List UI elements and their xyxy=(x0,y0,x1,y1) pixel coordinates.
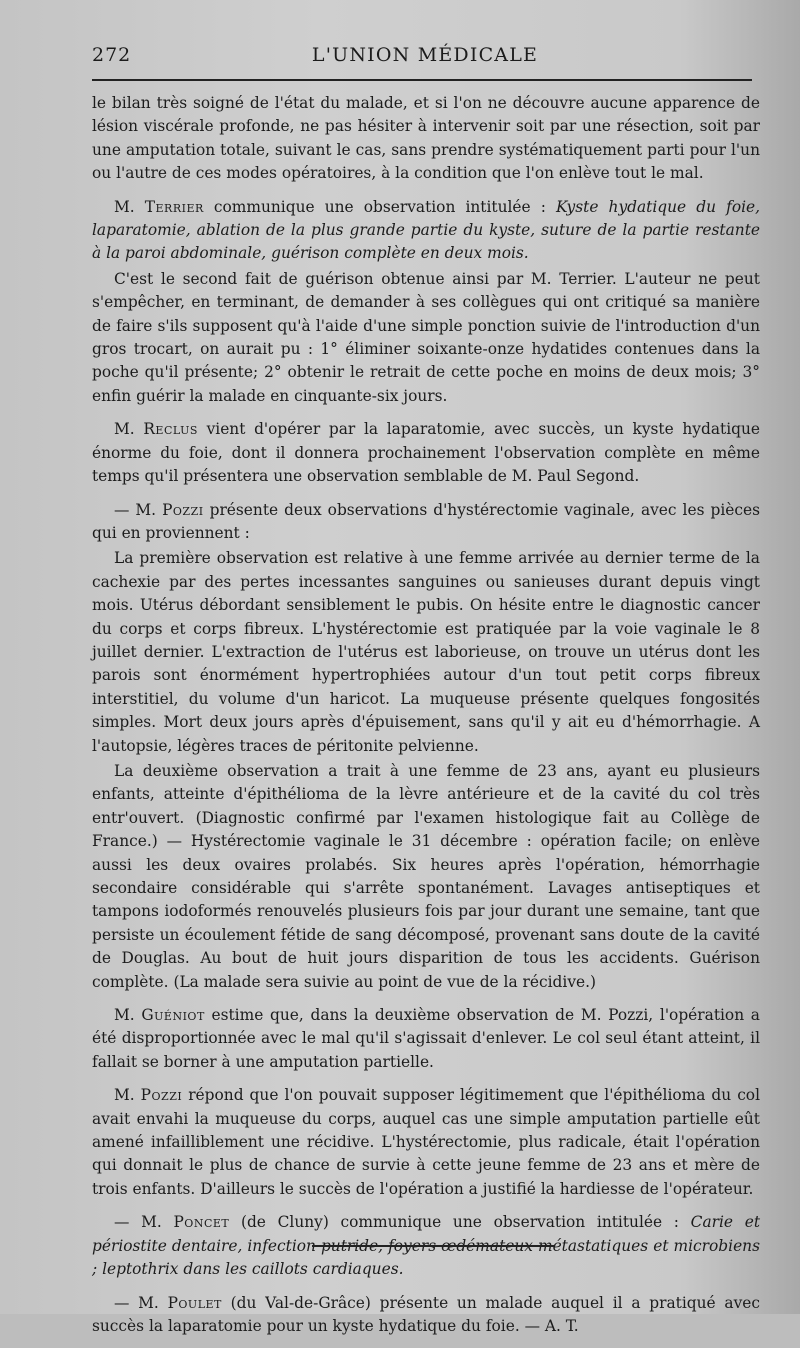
paragraph-text: (du Val-de-Grâce) présente un malade auquel il a pratiqué avec succès la laparatomie pour un kyste hydatique du foie. — A. T. xyxy=(92,1293,760,1335)
paragraph-text: La deuxième observation a trait à une femme de 23 ans, ayant eu plusieurs enfants, atteinte d'épithélioma de la lèvre antérieure et de la cavité du col très entr'ouvert. (Diagnostic confirmé par l'examen histologique fait au Collège de France.) — Hystérectomie vaginale le 31 décembre : opération facile; on enlève aussi les deux ovaires prolabés. Six heures après l'opération, hémorrhagie secondaire considérable qui s'arrête spontanément. Lavages antiseptiques et tampons iodoformés renouvelés plusieurs fois par jour durant une semaine, tant que persiste un écoulement fétide de sang décomposé, provenant sans doute de la cavité de Douglas. Au bout de huit jours disparition de tous les accidents. Guérison complète. (La malade sera suivie au point de vue de la récidive.) xyxy=(92,761,760,991)
paragraph-text: communique une observation intitulée : xyxy=(203,197,557,216)
paragraph-second-observation xyxy=(92,760,760,994)
journal-title: L'UNION MÉDICALE xyxy=(311,44,539,66)
paragraph-text: (de Cluny) communique une observation intitulée : xyxy=(229,1213,691,1232)
paragraph-text: La première observation est relative à une femme arrivée au dernier terme de la cachexie par des pertes incessantes sanguines ou sanieuses durant depuis vingt mois. Utérus débordant sensiblement le pubis. On hésite entre le diagnostic cancer du corps et corps fibreux. L'hystérectomie est pratiquée par la voie vaginale le 8 juillet dernier. L'extraction de l'utérus est laborieuse, on trouve un utérus dont les parois sont énormément hypertrophiées autour d'un tout petit corps fibreux interstitiel, du volume d'un haricot. La muqueuse présente quelques fongosités simples. Mort deux jours après d'épuisement, sans qu'il y ait eu d'hémorrhagie. A l'autopsie, légères traces de péritonite pelvienne. xyxy=(92,549,760,755)
speaker-name: Poncet xyxy=(173,1213,230,1232)
speaker-name: Pozzi xyxy=(162,500,204,519)
header-rule xyxy=(92,79,752,81)
paragraph-intro xyxy=(92,92,760,186)
article-body xyxy=(92,92,760,1348)
paragraph-text: vient d'opérer par la laparatomie, avec succès, un kyste hydatique énorme du foie, dont il donnera prochainement l'observation complète en même temps qu'il présentera une observation semblable de M. Paul Segond. xyxy=(92,420,761,486)
paragraph-text: le bilan très soigné de l'état du malade, et si l'on ne découvre aucune apparence de lésion viscérale profonde, ne pas hésiter à intervenir soit par une résection, soit par une amputation totale, suivant le cas, sans prendre systématiquement parti pour l'un ou l'autre de ces modes opératoires, à la condition que l'on enlève tout le mal. xyxy=(92,94,760,183)
paragraph-terrier-followup xyxy=(92,268,760,408)
paragraph-pozzi-reply xyxy=(92,1084,760,1201)
paragraph-terrier xyxy=(92,196,760,266)
paragraph-lead: — M. xyxy=(114,1293,168,1312)
paragraph-lead: M. xyxy=(114,1086,141,1105)
page-number: 272 xyxy=(92,44,132,66)
observation-title: Kyste hydatique du foie, laparatomie, ablation de la plus grande partie du kyste, suture de la partie restante à la paroi abdominale, guérison complète en deux mois. xyxy=(92,197,761,263)
paragraph-reclus xyxy=(92,418,760,488)
paragraph-lead: M. xyxy=(114,1006,142,1025)
speaker-name: Guéniot xyxy=(141,1006,205,1025)
paragraph-gueniot xyxy=(92,1004,760,1074)
paragraph-pozzi xyxy=(92,499,760,546)
paragraph-lead: M. xyxy=(114,197,145,216)
paragraph-text: présente deux observations d'hystérectomie vaginale, avec les pièces qui en proviennent : xyxy=(92,500,760,542)
speaker-name: Terrier xyxy=(144,197,204,216)
section-end-rule xyxy=(312,1245,554,1247)
paragraph-poulet xyxy=(92,1292,760,1339)
running-head xyxy=(92,44,758,74)
paragraph-lead: M. xyxy=(114,420,144,439)
paragraph-first-observation xyxy=(92,547,760,758)
paragraph-lead: — M. xyxy=(114,500,163,519)
paragraph-text: répond que l'on pouvait supposer légitimement que l'épithélioma du col avait envahi la muqueuse du corps, auquel cas une simple amputation partielle eût amené infailliblement une récidive. L'hystérectomie, plus radicale, était l'opération qui donnait le plus de chance de survie à cette jeune femme de 23 ans et mère de trois enfants. D'ailleurs le succès de l'opération a justifié la hardiesse de l'opérateur. xyxy=(92,1086,761,1198)
paragraph-text: C'est le second fait de guérison obtenue ainsi par M. Terrier. L'auteur ne peut s'empêcher, en terminant, de demander à ses collègues qui ont critiqué sa manière de faire s'ils supposent qu'à l'aide d'une simple ponction suivie de l'introduction d'un gros trocart, on aurait pu : 1° éliminer soixante-onze hydatides contenues dans la poche qu'il présente; 2° obtenir le retrait de cette poche en moins de deux mois; 3° enfin guérir la malade en cinquante-six jours. xyxy=(92,269,760,405)
speaker-name: Reclus xyxy=(143,420,198,439)
paragraph-lead: — M. xyxy=(114,1213,174,1232)
paragraph-text: estime que, dans la deuxième observation de M. Pozzi, l'opération a été disproportionnée avec le mal qu'il s'agissait d'enlever. Le col seul étant atteint, il fallait se borner à une amputation partielle. xyxy=(92,1006,760,1071)
speaker-name: Poulet xyxy=(167,1293,222,1312)
speaker-name: Pozzi xyxy=(140,1086,183,1105)
observation-title: Carie et périostite dentaire, infection putride, foyers œdémateux métastatiques et microbiens ; leptothrix dans les caillots cardiaques. xyxy=(92,1213,761,1279)
